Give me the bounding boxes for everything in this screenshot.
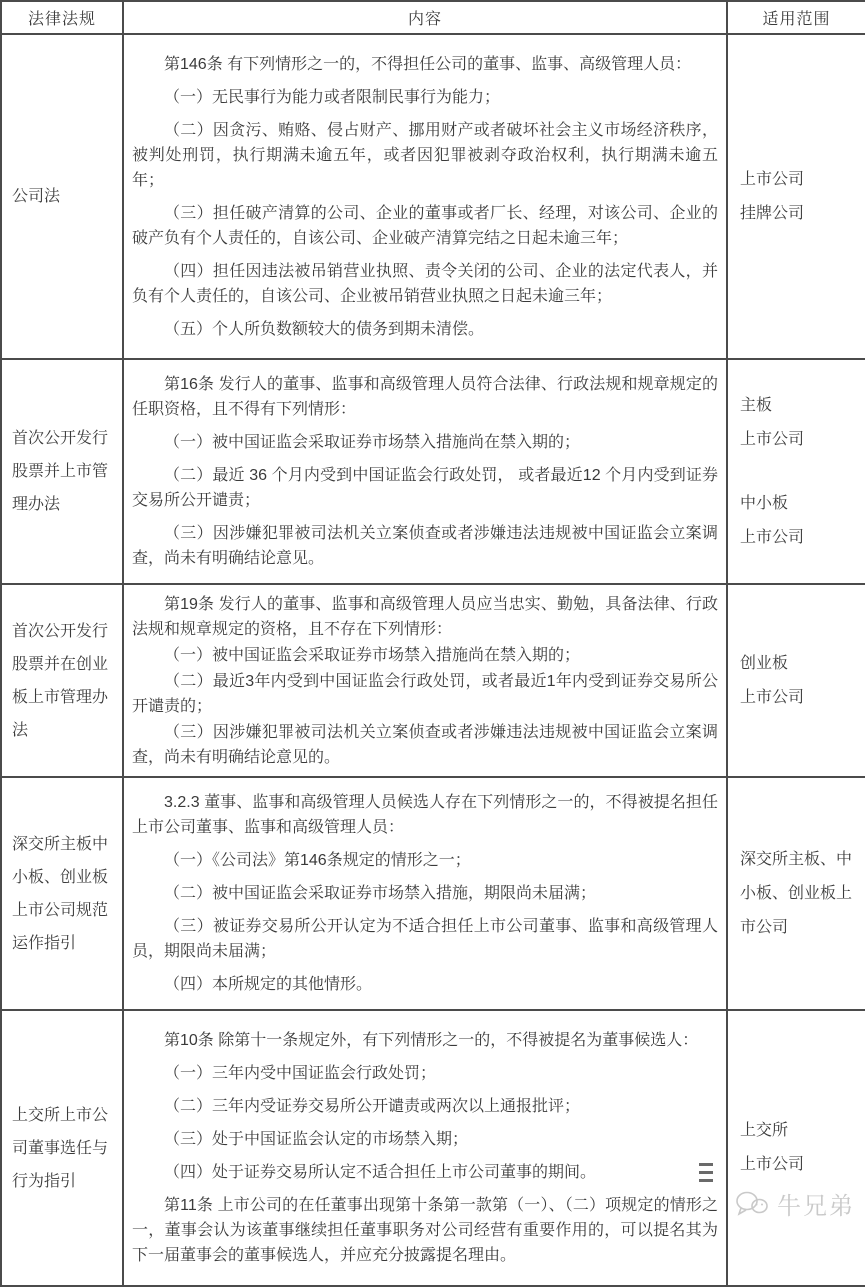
content-paragraph: （三）因涉嫌犯罪被司法机关立案侦查或者涉嫌违法违规被中国证监会立案调查，尚未有明确结论意见。	[132, 525, 718, 567]
watermark-text: 牛兄弟	[777, 1193, 855, 1220]
menu-lines-artifact-icon	[699, 1163, 713, 1187]
content-paragraph: （三）担任破产清算的公司、企业的董事或者厂长、经理，对该公司、企业的破产负有个人责任的，自该公司、企业破产清算完结之日起未逾三年；	[132, 204, 718, 247]
scope-cell	[727, 584, 865, 777]
content-paragraph: （二）最近3年内受到中国证监会行政处罚，或者最近1年内受到证券交易所公开谴责的；	[132, 672, 718, 715]
table-row	[1, 1010, 865, 1286]
scope-line: 挂牌公司	[740, 204, 805, 222]
scope-cell	[727, 777, 865, 1010]
table-row	[1, 584, 865, 777]
content-paragraph: （一）被中国证监会采取证券市场禁入措施尚在禁入期的；	[164, 646, 581, 664]
content-paragraph: （一）无民事行为能力或者限制民事行为能力；	[164, 88, 501, 106]
content-paragraph: 第146条 有下列情形之一的，不得担任公司的董事、监事、高级管理人员：	[164, 55, 692, 73]
content-paragraph: （一）被中国证监会采取证券市场禁入措施尚在禁入期的；	[164, 434, 581, 451]
watermark	[735, 1186, 855, 1221]
scope-line: 上市公司	[740, 1156, 805, 1173]
table-row	[1, 359, 865, 584]
law-content	[123, 34, 727, 359]
scope-line: 中小板	[740, 494, 789, 512]
law-name: 上交所上市公司董事选任与行为指引	[1, 1010, 123, 1286]
content-paragraph: （三）因涉嫌犯罪被司法机关立案侦查或者涉嫌违法违规被中国证监会立案调查，尚未有明确结论意见的。	[132, 723, 718, 766]
wechat-bubbles-icon	[735, 1190, 769, 1218]
table-row	[1, 777, 865, 1010]
scope-line: 上市公司	[740, 528, 805, 546]
law-name: 深交所主板中小板、创业板上市公司规范运作指引	[1, 777, 123, 1010]
header-content: 内容	[123, 1, 727, 34]
content-paragraph: 第10条 除第十一条规定外，有下列情形之一的，不得被提名为董事候选人：	[164, 1032, 699, 1049]
content-paragraph: 第19条 发行人的董事、监事和高级管理人员应当忠实、勤勉，具备法律、行政法规和规章规定的资格，且不存在下列情形：	[132, 595, 718, 638]
content-paragraph: 第11条 上市公司的在任董事出现第十条第一款第（一）、（二）项规定的情形之一，董事会认为该董事继续担任董事职务对公司经营有重要作用的，可以提名其为下一届董事会的董事候选人，并应充分披露提名理由。	[132, 1197, 718, 1264]
scope-gap	[740, 457, 859, 487]
law-name: 首次公开发行股票并在创业板上市管理办法	[1, 584, 123, 777]
content-paragraph: （一）三年内受中国证监会行政处罚；	[164, 1065, 437, 1082]
header-row	[1, 1, 865, 34]
content-paragraph: （四）本所规定的其他情形。	[164, 976, 373, 993]
content-paragraph: （三）处于中国证监会认定的市场禁入期；	[164, 1131, 469, 1148]
content-paragraph: 第16条 发行人的董事、监事和高级管理人员符合法律、行政法规和规章规定的任职资格，且不得有下列情形：	[132, 376, 718, 418]
scope-cell	[727, 359, 865, 584]
scope-cell	[727, 1010, 865, 1286]
content-paragraph: （五）个人所负数额较大的债务到期未清偿。	[164, 320, 485, 338]
content-paragraph: （二）三年内受证券交易所公开谴责或两次以上通报批评；	[164, 1098, 581, 1115]
law-content	[123, 777, 727, 1010]
content-paragraph: （二）最近 36 个月内受到中国证监会行政处罚， 或者最近12 个月内受到证券交易所公开谴责；	[132, 467, 718, 509]
law-content	[123, 359, 727, 584]
scope-line: 上市公司	[740, 170, 805, 188]
scope-line: 主板	[740, 396, 773, 414]
content-paragraph: （四）处于证券交易所认定不适合担任上市公司董事的期间。	[164, 1164, 597, 1181]
law-content	[123, 1010, 727, 1286]
scope-line: 深交所主板、中小板、创业板上市公司	[740, 850, 853, 936]
table-row	[1, 34, 865, 359]
law-name: 首次公开发行股票并上市管理办法	[1, 359, 123, 584]
law-content	[123, 584, 727, 777]
scope-line: 创业板	[740, 654, 789, 672]
header-scope: 适用范围	[727, 1, 865, 34]
content-paragraph: （三）被证券交易所公开认定为不适合担任上市公司董事、监事和高级管理人员，期限尚未届满；	[132, 918, 718, 960]
content-paragraph: （二）因贪污、贿赂、侵占财产、挪用财产或者破坏社会主义市场经济秩序，被判处刑罚，执行期满未逾五年，或者因犯罪被剥夺政治权利，执行期满未逾五年；	[132, 121, 718, 189]
law-name: 公司法	[1, 34, 123, 359]
header-law: 法律法规	[1, 1, 123, 34]
scope-line: 上市公司	[740, 430, 805, 448]
content-paragraph: （一）《公司法》第146条规定的情形之一；	[164, 852, 471, 869]
content-paragraph: （四）担任因违法被吊销营业执照、责令关闭的公司、企业的法定代表人，并负有个人责任的，自该公司、企业被吊销营业执照之日起未逾三年；	[132, 262, 718, 305]
content-paragraph: （二）被中国证监会采取证券市场禁入措施，期限尚未届满；	[164, 885, 597, 902]
scope-cell	[727, 34, 865, 359]
scope-line: 上交所	[740, 1122, 789, 1139]
scope-line: 上市公司	[740, 688, 805, 706]
content-paragraph: 3.2.3 董事、监事和高级管理人员候选人存在下列情形之一的，不得被提名担任上市公司董事、监事和高级管理人员：	[132, 794, 718, 836]
